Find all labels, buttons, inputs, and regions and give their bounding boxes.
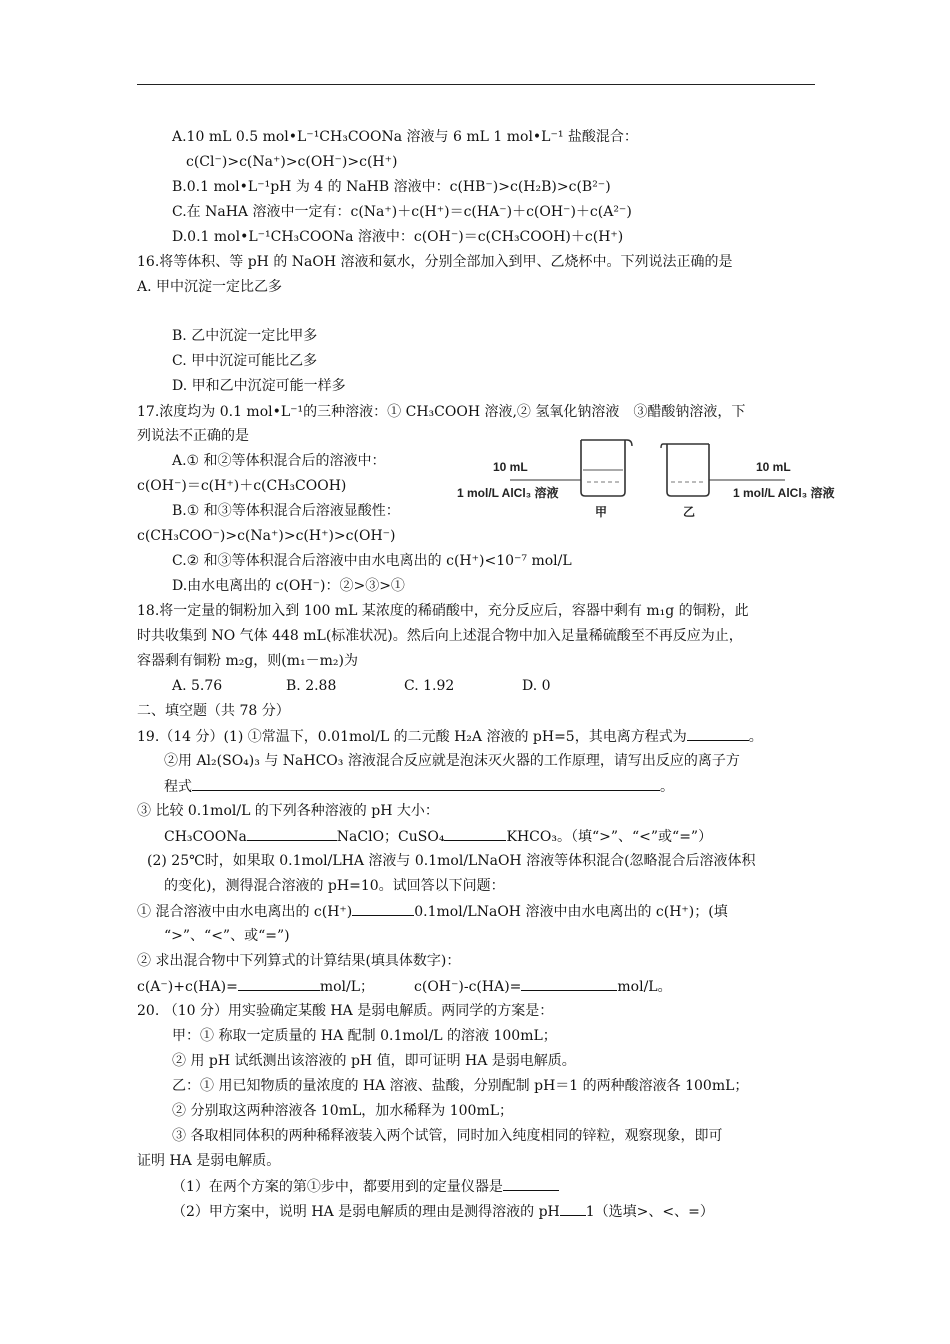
q19-line8-a: ① 混合溶液中由水电离出的 c(H⁺) (137, 904, 353, 920)
q19-blank-6[interactable] (238, 976, 320, 991)
q18-line3: 容器剩有铜粉 m₂g，则(m₁－m₂)为 (137, 653, 358, 669)
q18-option-b: B. 2.88 (286, 678, 337, 694)
q17-option-b-line2: c(CH₃COO⁻)>c(Na⁺)>c(H⁺)>c(OH⁻) (137, 528, 396, 544)
q19-line4: ③ 比较 0.1mol/L 的下列各种溶液的 pH 大小： (137, 803, 439, 819)
q19-line10: ② 求出混合物中下列算式的计算结果(填具体数字)： (137, 953, 461, 969)
right-solution-label: 1 mol/L AlCl₃ 溶液 (733, 486, 835, 500)
q18-option-d: D. 0 (522, 678, 551, 694)
q18-option-c: C. 1.92 (404, 678, 455, 694)
q15-option-b: B.0.1 mol•L⁻¹pH 为 4 的 NaHB 溶液中：c(HB⁻)>c(H₂B)>c(B²⁻) (172, 179, 611, 195)
q20-line4: 乙：① 用已知物质的量浓度的 HA 溶液、盐酸，分别配制 pH＝1 的两种酸溶液各 100mL； (172, 1078, 749, 1094)
q17-stem-line2: 列说法不正确的是 (137, 428, 249, 444)
q19-line7: 的变化)，测得混合溶液的 pH=10。试回答以下问题： (164, 878, 505, 894)
q20-line9 (172, 1201, 714, 1222)
q19-blank-5[interactable] (352, 901, 414, 916)
q19-line8 (137, 901, 728, 922)
q19-blank-2[interactable] (192, 776, 660, 791)
q17-stem-line1: 17.浓度均为 0.1 mol•L⁻¹的三种溶液：① CH₃COOH 溶液,② 氢氧化钠溶液 ③醋酸钠溶液，下 (137, 404, 746, 420)
q16-option-a: A. 甲中沉淀一定比乙多 (137, 279, 283, 295)
beaker-yi-label: 乙 (683, 505, 696, 519)
q18-line1: 18.将一定量的铜粉加入到 100 mL 某浓度的稀硝酸中，充分反应后，容器中剩有 m₁g 的铜粉，此 (137, 603, 749, 619)
q17-option-c: C.② 和③等体积混合后溶液中由水电离出的 c(H⁺)<10⁻⁷ mol/L (172, 553, 572, 569)
header-rule (137, 84, 815, 85)
q15-option-a-line1: A.10 mL 0.5 mol•L⁻¹CH₃COONa 溶液与 6 mL 1 mol•L⁻¹ 盐酸混合： (172, 129, 638, 145)
q20-line9-a: （2）甲方案中，说明 HA 是弱电解质的理由是测得溶液的 pH (172, 1204, 560, 1220)
left-volume-label: 10 mL (493, 460, 528, 474)
q19-line3-text: 程式 (164, 779, 192, 795)
q18-line2: 时共收集到 NO 气体 448 mL(标准状况)。然后向上述混合物中加入足量稀硫酸至不再反应为止， (137, 628, 743, 644)
beaker-jia-label: 甲 (595, 505, 608, 519)
right-volume-label: 10 mL (756, 460, 791, 474)
q19-line1-end: 。 (748, 729, 763, 745)
q19-blank-3[interactable] (247, 826, 337, 841)
q19-line11-b: mol/L； (319, 979, 375, 995)
q17-option-b-line1: B.① 和③等体积混合后溶液显酸性： (172, 503, 400, 519)
beaker-figure (455, 430, 855, 525)
q19-blank-4[interactable] (444, 826, 506, 841)
q19-line8-b: 0.1mol/LNaOH 溶液中由水电离出的 c(H⁺)；(填 (414, 904, 728, 920)
q19-line3-end: 。 (660, 779, 674, 795)
q19-line11-a: c(A⁻)+c(HA)= (137, 979, 238, 995)
q17-option-a-line1: A.① 和②等体积混合后的溶液中： (172, 453, 386, 469)
q20-line8 (172, 1176, 559, 1197)
q20-line8-text: （1）在两个方案的第①步中，都要用到的定量仪器是 (172, 1179, 503, 1195)
q16-option-c: C. 甲中沉淀可能比乙多 (172, 353, 318, 369)
section-heading: 二、填空题（共 78 分） (137, 703, 290, 719)
q19-line5-a: CH₃COONa (164, 829, 247, 845)
q19-line9: “>”、“<”、或“=”) (164, 928, 290, 944)
q19-line5-c: KHCO₃。（填“>”、“<”或“=”） (506, 829, 713, 845)
q20-line6: ③ 各取相同体积的两种稀释液装入两个试管，同时加入纯度相同的锌粒，观察现象，即可 (172, 1128, 723, 1144)
q17-option-d: D.由水电离出的 c(OH⁻)：②>③>① (172, 578, 405, 594)
q15-option-a-line2: c(Cl⁻)>c(Na⁺)>c(OH⁻)>c(H⁺) (186, 154, 398, 170)
q19-line6: (2) 25℃时，如果取 0.1mol/LHA 溶液与 0.1mol/LNaOH 溶液等体积混合(忽略混合后溶液体积 (147, 853, 756, 869)
q19-line1-text: 19.（14 分）(1) ①常温下，0.01mol/L 的二元酸 H₂A 溶液的 pH=5，其电离方程式为 (137, 729, 687, 745)
q20-blank-2[interactable] (560, 1201, 586, 1216)
q18-option-a: A. 5.76 (172, 678, 223, 694)
q19-line11-c: c(OH⁻)-c(HA)= (414, 979, 522, 995)
q19-blank-1[interactable] (687, 726, 749, 741)
q16-option-b: B. 乙中沉淀一定比甲多 (172, 328, 318, 344)
beakers-illustration (455, 430, 855, 525)
q20-line1: 20. （10 分）用实验确定某酸 HA 是弱电解质。两同学的方案是： (137, 1003, 554, 1019)
q15-option-c: C.在 NaHA 溶液中一定有：c(Na⁺)＋c(H⁺)＝c(HA⁻)＋c(OH⁻)＋c(A²⁻) (172, 204, 632, 220)
q19-line3 (164, 776, 674, 797)
q19-line1 (137, 726, 763, 747)
q20-line5: ② 分别取这两种溶液各 10mL，加水稀释为 100mL； (172, 1103, 514, 1119)
q19-blank-7[interactable] (521, 976, 617, 991)
q18-options (172, 676, 551, 696)
q17-option-a-line2: c(OH⁻)＝c(H⁺)＋c(CH₃COOH) (137, 478, 347, 494)
q20-line9-b: 1（选填>、<、=） (585, 1204, 714, 1220)
q16-stem: 16.将等体积、等 pH 的 NaOH 溶液和氨水，分别全部加入到甲、乙烧杯中。下列说法正确的是 (137, 254, 733, 270)
q19-line11-d: mol/L。 (617, 979, 672, 995)
q19-line5 (164, 826, 712, 847)
q16-option-d: D. 甲和乙中沉淀可能一样多 (172, 378, 346, 394)
q20-blank-1[interactable] (503, 1176, 559, 1191)
q20-line2: 甲：① 称取一定质量的 HA 配制 0.1mol/L 的溶液 100mL； (172, 1028, 557, 1044)
q20-line3: ② 用 pH 试纸测出该溶液的 pH 值，即可证明 HA 是弱电解质。 (172, 1053, 576, 1069)
q20-line7: 证明 HA 是弱电解质。 (137, 1153, 281, 1169)
q19-line11 (137, 976, 672, 997)
q15-option-d: D.0.1 mol•L⁻¹CH₃COONa 溶液中：c(OH⁻)＝c(CH₃COOH)＋c(H⁺) (172, 229, 624, 245)
left-solution-label: 1 mol/L AlCl₃ 溶液 (457, 486, 559, 500)
q19-line5-b: NaClO；CuSO₄ (336, 829, 445, 845)
q19-line2: ②用 Al₂(SO₄)₃ 与 NaHCO₃ 溶液混合反应就是泡沫灭火器的工作原理，请写出反应的离子方 (164, 753, 740, 769)
